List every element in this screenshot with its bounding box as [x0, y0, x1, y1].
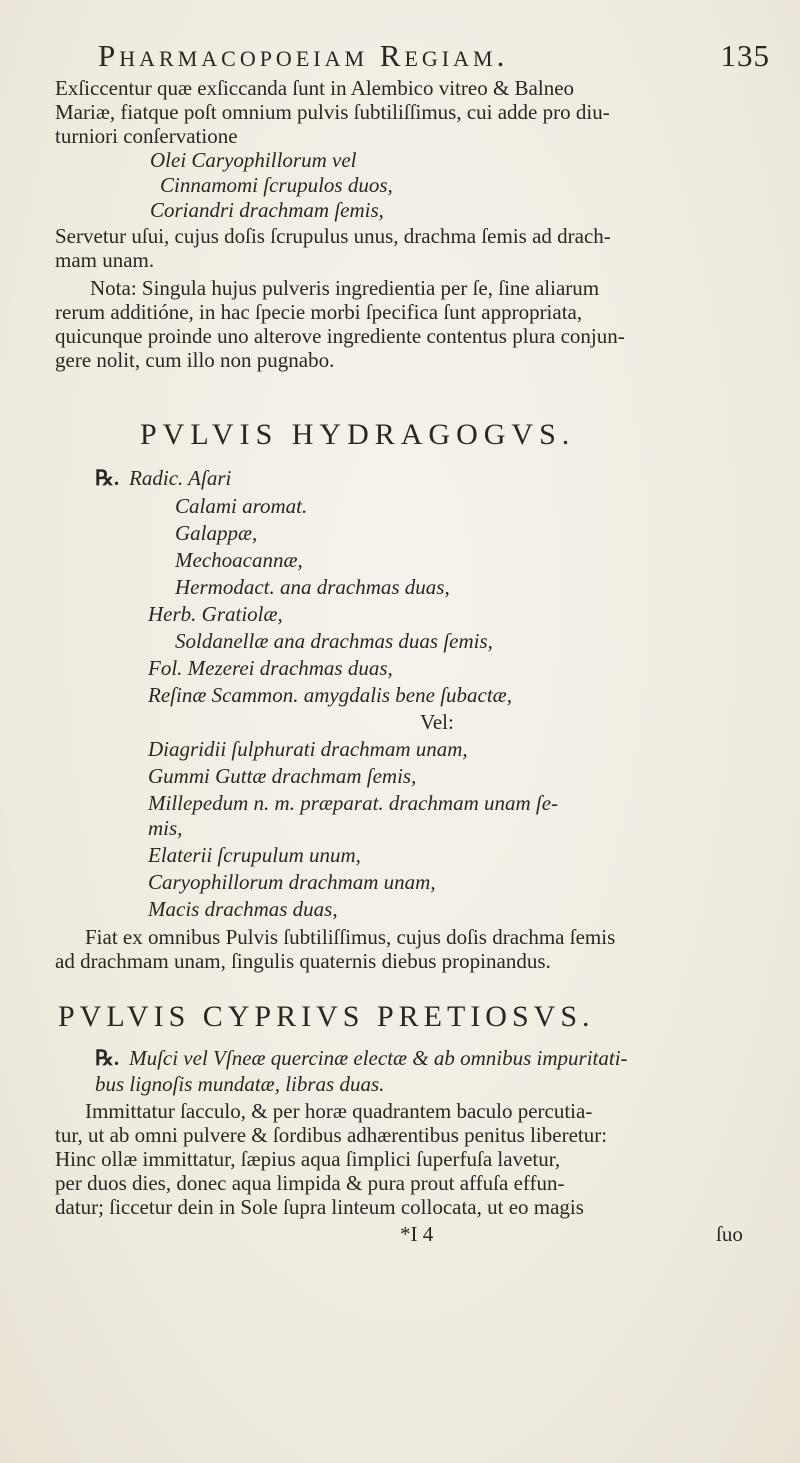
recipe-ingredient: Caryophillorum drachmam unam, [148, 870, 436, 894]
text-line: Mariæ, fiatque poſt omnium pulvis ſubtiliſſimus, cui adde pro diu- [55, 100, 610, 124]
text-line: ad drachmam unam, ſingulis quaternis diebus propinandus. [55, 949, 551, 973]
header-title: Pharmacopoeiam Regiam. [98, 38, 509, 73]
cyprius-body [55, 1099, 775, 1219]
recipe-ingredient [95, 1046, 628, 1071]
recipe-ingredient: Millepedum n. m. præparat. drachmam unam ſe- [148, 791, 559, 815]
section-title-hydragogus: PVLVIS HYDRAGOGVS. [140, 418, 576, 451]
recipe-symbol: ℞. [95, 466, 120, 490]
nota-paragraph [55, 276, 775, 372]
intro-paragraph [55, 76, 775, 148]
recipe-ingredient: Fol. Mezerei drachmas duas, [148, 656, 393, 680]
text-line: Immittatur ſacculo, & per horæ quadrantem baculo percutia- [85, 1099, 593, 1123]
recipe-ingredient: Mechoacannæ, [175, 548, 303, 572]
text-line: per duos dies, donec aqua limpida & pura prout affuſa effun- [55, 1171, 565, 1195]
text-line: quicunque proinde uno alterove ingrediente contentus plura conjun- [55, 324, 625, 348]
recipe-ingredient: Calami aromat. [175, 494, 308, 518]
intro-ingredient: Olei Caryophillorum vel [150, 148, 357, 172]
text-line: Fiat ex omnibus Pulvis ſubtiliſſimus, cujus doſis drachma ſemis [85, 925, 616, 949]
intro-ingredient: Coriandri drachmam ſemis, [150, 198, 384, 222]
intro-closing [55, 224, 775, 272]
intro-ingredient: Cinnamomi ſcrupulos duos, [160, 173, 393, 197]
recipe-symbol: ℞. [95, 1046, 120, 1070]
ingredient-text: Muſci vel Vſneæ quercinæ electæ & ab omnibus impuritati- [129, 1046, 628, 1070]
recipe-ingredient: Elaterii ſcrupulum unum, [148, 843, 361, 867]
recipe-ingredient: mis, [148, 816, 183, 840]
recipe-ingredient: Gummi Guttæ drachmam ſemis, [148, 764, 417, 788]
text-line: Exſiccentur quæ exſiccanda ſunt in Alembico vitreo & Balneo [55, 76, 575, 100]
signature-mark: *I 4 [400, 1222, 434, 1246]
text-line: Servetur uſui, cujus doſis ſcrupulus unus, drachma ſemis ad drach- [55, 224, 611, 248]
text-line: tur, ut ab omni pulvere & ſordibus adhærentibus penitus liberetur: [55, 1123, 608, 1147]
recipe-ingredient: Galappæ, [175, 521, 258, 545]
recipe-ingredient: Herb. Gratiolæ, [148, 602, 283, 626]
section-title-cyprius: PVLVIS CYPRIVS PRETIOSVS. [58, 1000, 595, 1033]
text-line: mam unam. [55, 248, 155, 272]
page-number: 135 [720, 38, 770, 73]
running-header [98, 38, 770, 74]
text-line: rerum additióne, in hac ſpecie morbi ſpecifica ſunt appropriata, [55, 300, 583, 324]
recipe-ingredient: Hermodact. ana drachmas duas, [175, 575, 450, 599]
text-line: datur; ſiccetur dein in Sole ſupra linteum collocata, ut eo magis [55, 1195, 584, 1219]
text-line: Hinc ollæ immittatur, ſæpius aqua ſimplici ſuperfuſa lavetur, [55, 1147, 561, 1171]
recipe-ingredient: bus lignoſis mundatæ, libras duas. [95, 1072, 385, 1096]
recipe-ingredient: Macis drachmas duas, [148, 897, 338, 921]
recipe-ingredient: Reſinæ Scammon. amygdalis bene ſubactæ, [148, 683, 512, 707]
text-line: gere nolit, cum illo non pugnabo. [55, 348, 335, 372]
recipe-ingredient: Diagridii ſulphurati drachmam unam, [148, 737, 468, 761]
text-line: turniori conſervatione [55, 124, 238, 148]
text-line: Nota: Singula hujus pulveris ingredientia per ſe, ſine aliarum [90, 276, 600, 300]
ingredient-text: Radic. Aſari [129, 466, 232, 490]
recipe-ingredient: Soldanellæ ana drachmas duas ſemis, [175, 629, 493, 653]
catchword: ſuo [716, 1222, 743, 1246]
alternative-label: Vel: [420, 710, 454, 734]
recipe-ingredient [95, 466, 231, 491]
hydragogus-closing [55, 925, 775, 973]
